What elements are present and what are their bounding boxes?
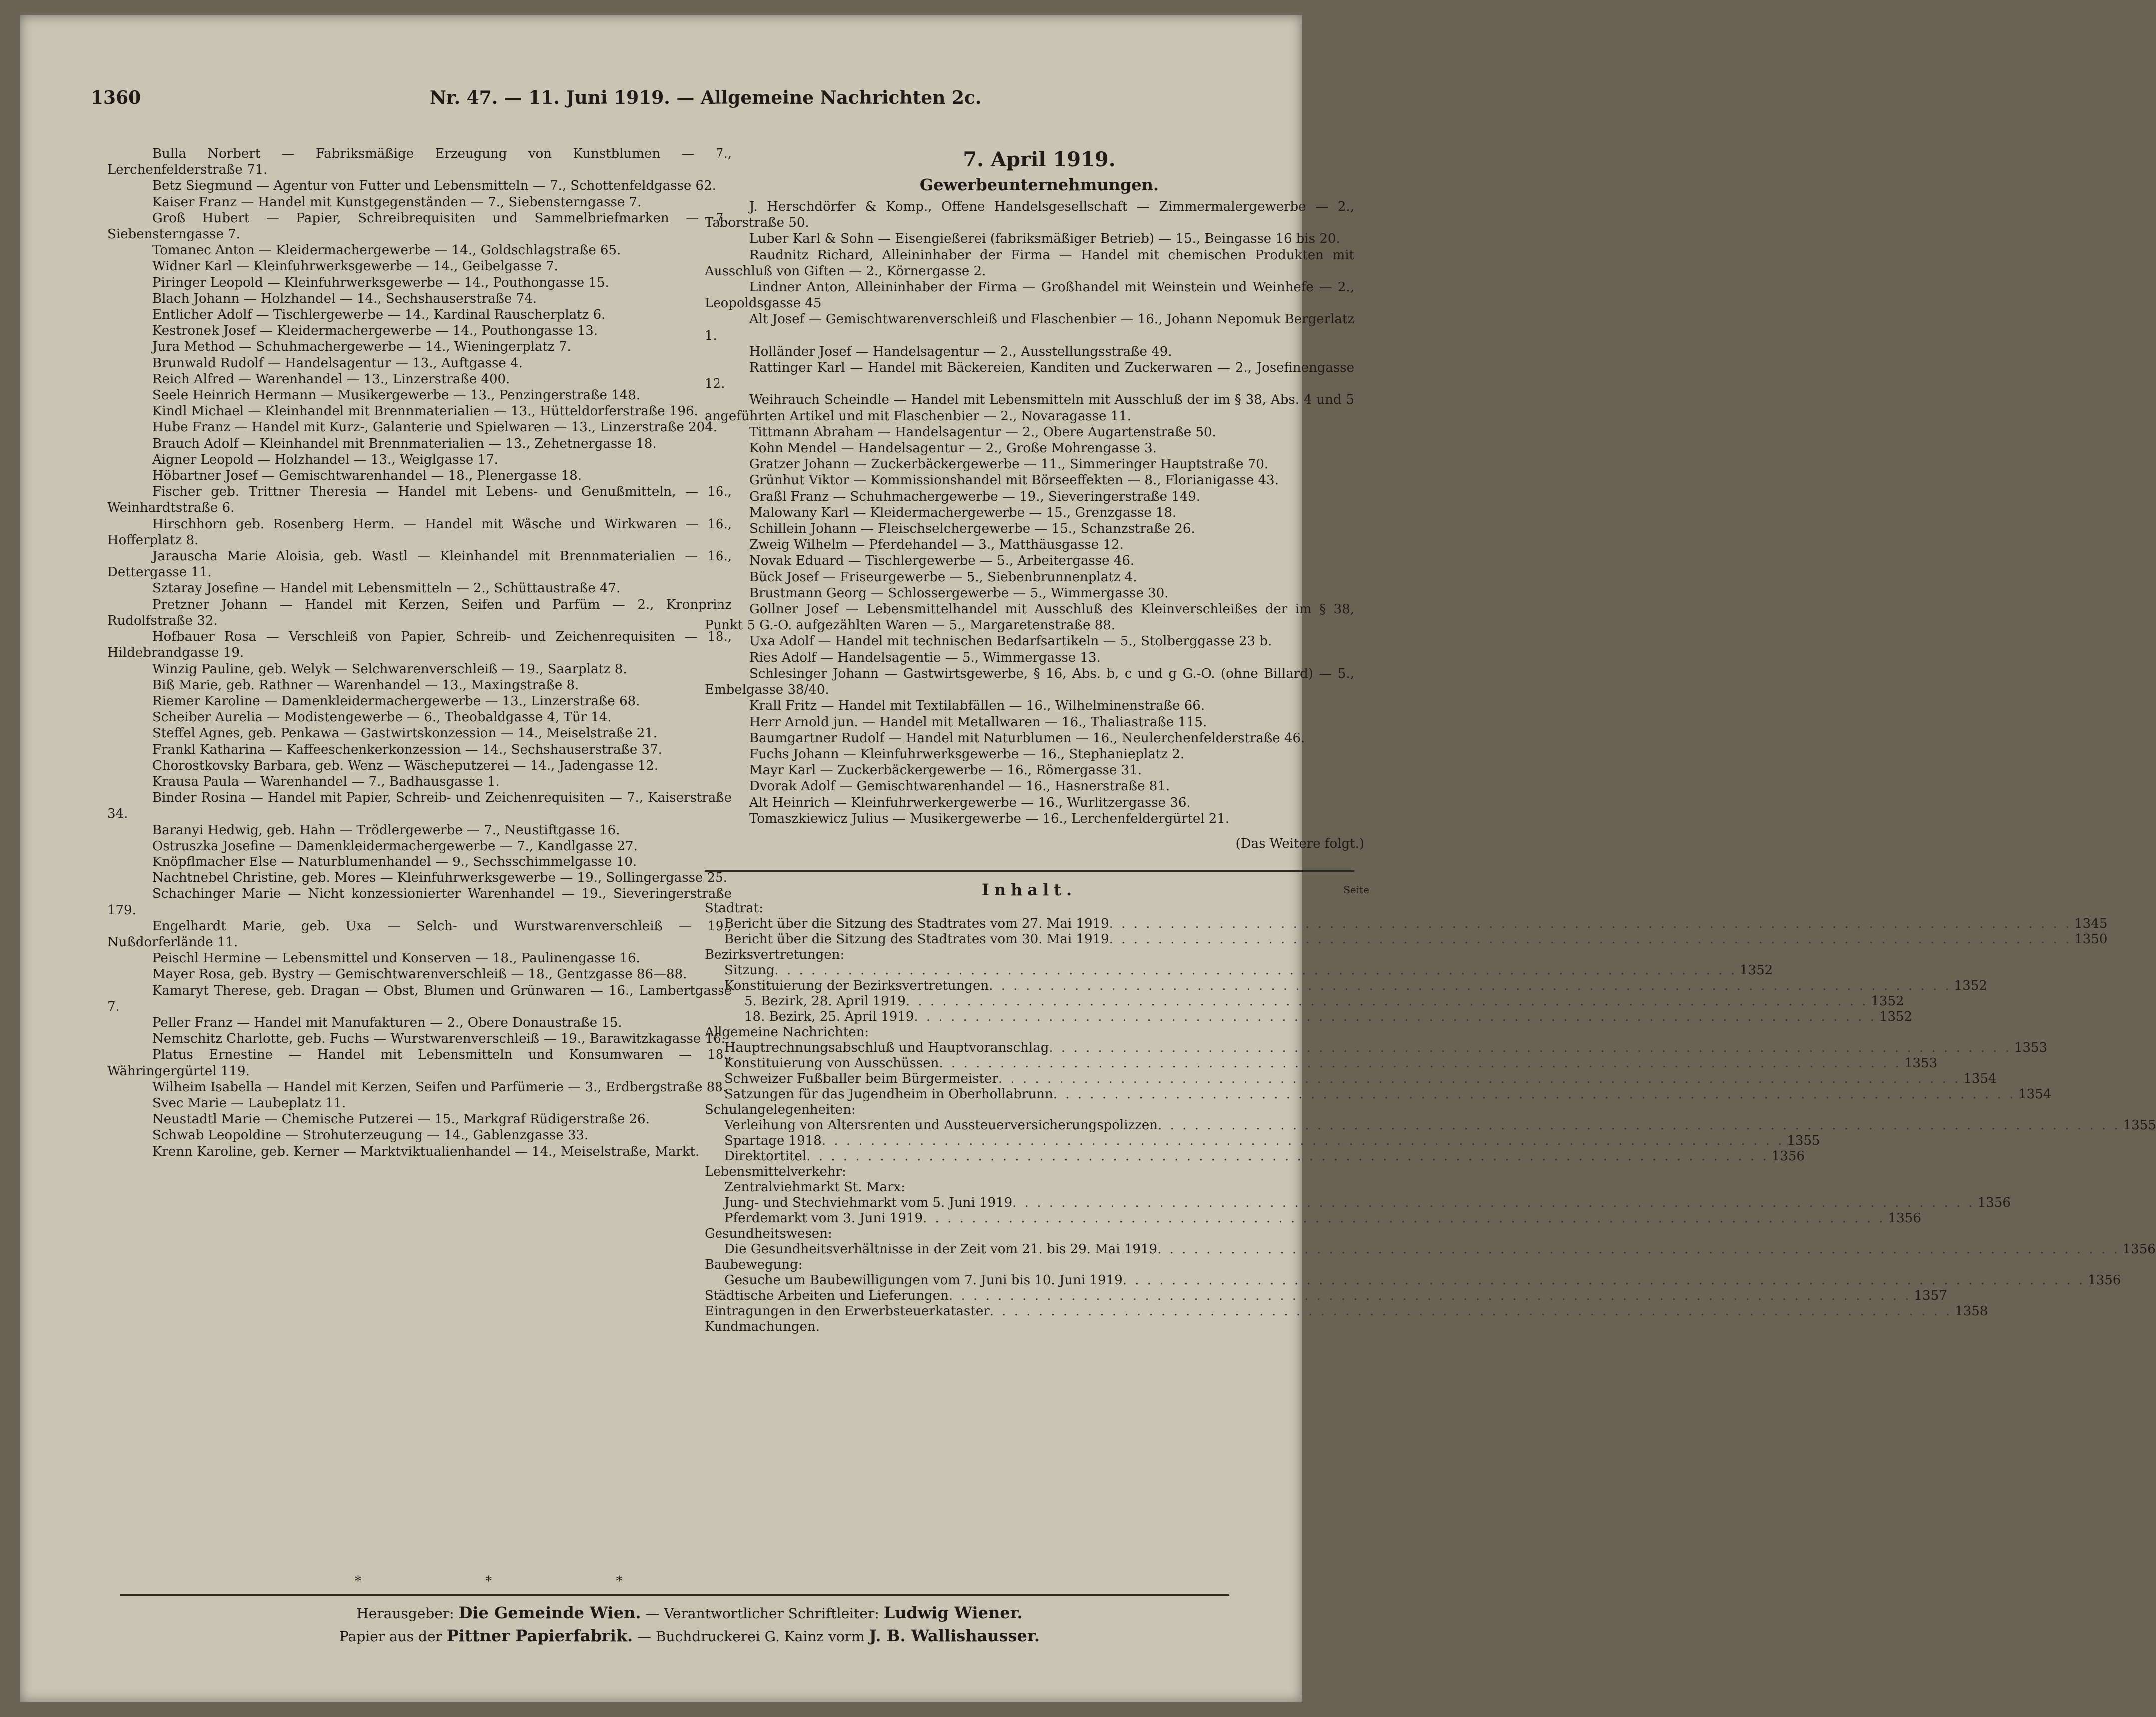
toc-leader-dots xyxy=(774,963,1737,978)
toc-page-number: 1356 xyxy=(1771,1149,1805,1164)
register-entry: Frankl Katharina — Kaffeeschenkerkonzession — 14., Sechshauserstraße 37. xyxy=(152,742,662,757)
register-entry: Baumgartner Rudolf — Handel mit Naturblumen — 16., Neulerchenfelderstraße 46. xyxy=(749,730,1305,746)
toc-page-number: 1356 xyxy=(2088,1273,2121,1288)
imprint-line-1 xyxy=(85,1602,1294,1625)
register-entry: Riemer Karoline — Damenkleidermachergewerbe — 13., Linzerstraße 68. xyxy=(152,693,640,709)
register-entry: Betz Siegmund — Agentur von Futter und Lebensmitteln — 7., Schottenfeldgasse 62. xyxy=(152,178,716,194)
toc-section-heading: Allgemeine Nachrichten: xyxy=(705,1025,869,1040)
register-entry: Krall Fritz — Handel mit Textilabfällen — 16., Wilhelminenstraße 66. xyxy=(749,698,1205,714)
register-entry: Chorostkovsky Barbara, geb. Wenz — Wäscheputzerei — 14., Jadengasse 12. xyxy=(152,758,659,773)
register-entry: Nachtnebel Christine, geb. Mores — Kleinfuhrwerksgewerbe — 19., Sollingergasse 25. xyxy=(152,870,727,886)
toc-entry-label: Jung- und Stechviehmarkt vom 5. Juni 1919 xyxy=(724,1195,1013,1211)
toc-row xyxy=(705,1304,1988,1319)
toc-page-number: 1350 xyxy=(2074,932,2108,947)
toc-leader-dots xyxy=(923,1211,1885,1226)
register-entry: Tittmann Abraham — Handelsagentur — 2., Obere Augartenstraße 50. xyxy=(749,424,1216,440)
toc-entry-label: Die Gesundheitsverhältnisse in der Zeit vom 21. bis 29. Mai 1919 xyxy=(724,1242,1158,1257)
register-entry: Groß Hubert — Papier, Schreibrequisiten und Sammelbriefmarken — 7., Siebensterngasse 7. xyxy=(107,210,732,242)
toc-section-heading: Schulangelegenheiten: xyxy=(705,1102,856,1118)
register-entry: Tomaszkiewicz Julius — Musikergewerbe — 16., Lerchenfeldergürtel 21. xyxy=(749,811,1230,826)
register-entry: Lindner Anton, Alleininhaber der Firma — Großhandel mit Weinstein und Weinhefe — 2., Leopoldsgasse 45 xyxy=(705,280,1354,311)
toc-row xyxy=(705,932,2108,947)
register-entry: Kamaryt Therese, geb. Dragan — Obst, Blumen und Grünwaren — 16., Lambertgasse 7. xyxy=(107,983,732,1014)
toc-leader-dots xyxy=(1012,1195,1975,1211)
toc-page-number: 1352 xyxy=(1871,994,1904,1009)
register-entry: Schwab Leopoldine — Strohuterzeugung — 14., Gablenzgasse 33. xyxy=(152,1128,589,1143)
register-entry: Reich Alfred — Warenhandel — 13., Linzerstraße 400. xyxy=(152,371,510,387)
toc-entry-label: 5. Bezirk, 28. April 1919 xyxy=(744,994,906,1009)
toc-leader-dots xyxy=(822,1133,1784,1149)
register-entry: Uxa Adolf — Handel mit technischen Bedarfsartikeln — 5., Stolberggasse 23 b. xyxy=(749,634,1272,649)
register-entry: Graßl Franz — Schuhmachergewerbe — 19., Sieveringerstraße 149. xyxy=(749,489,1201,504)
toc-entry-label: Direktortitel xyxy=(724,1149,807,1164)
toc-section-heading: Stadtrat: xyxy=(705,901,763,916)
issue-title: Nr. 47. — 11. Juni 1919. — Allgemeine Nachrichten 2c. xyxy=(430,87,982,108)
toc-entry-label: Pferdemarkt vom 3. Juni 1919 xyxy=(724,1211,923,1226)
toc-section-heading: Baubewegung: xyxy=(705,1257,803,1273)
register-entry: Jura Method — Schuhmachergewerbe — 14., Wieningerplatz 7. xyxy=(152,339,571,355)
register-entry: Blach Johann — Holzhandel — 14., Sechshauserstraße 74. xyxy=(152,291,537,306)
toc-page-number: 1354 xyxy=(1963,1071,1997,1087)
register-entry: Schachinger Marie — Nicht konzessionierter Warenhandel — 19., Sieveringerstraße 179. xyxy=(107,886,732,918)
register-entry: Scheiber Aurelia — Modistengewerbe — 6., Theobaldgasse 4, Tür 14. xyxy=(152,710,612,725)
register-entry: Kindl Michael — Kleinhandel mit Brennmaterialien — 13., Hütteldorferstraße 196. xyxy=(152,404,698,419)
register-entry: Dvorak Adolf — Gemischtwarenhandel — 16., Hasnerstraße 81. xyxy=(749,779,1170,794)
running-header xyxy=(85,87,1294,115)
register-entry: Brunwald Rudolf — Handelsagentur — 13., Auftgasse 4. xyxy=(152,355,523,371)
toc-section-heading: Lebensmittelverkehr: xyxy=(705,1164,846,1180)
section-subheading: Gewerbeunternehmungen. xyxy=(919,175,1159,194)
toc-row xyxy=(705,1009,1913,1025)
toc-row xyxy=(705,1288,1947,1304)
toc-row xyxy=(705,1319,1354,1335)
register-entry: Platus Ernestine — Handel mit Lebensmitteln und Konsumwaren — 18., Währingergürtel 119. xyxy=(107,1047,732,1079)
toc-leader-dots xyxy=(998,1071,1961,1087)
toc-page-column-label: Seite xyxy=(1343,884,1369,896)
toc-page-number: 1354 xyxy=(2018,1087,2052,1102)
toc-entry-label: Verleihung von Altersrenten und Aussteuerversicherungspolizzen xyxy=(724,1118,1158,1133)
toc-page-number: 1352 xyxy=(1739,963,1773,978)
toc-row xyxy=(705,1071,1997,1087)
register-entry: Widner Karl — Kleinfuhrwerksgewerbe — 14., Geibelgasse 7. xyxy=(152,259,558,274)
register-entry: Binder Rosina — Handel mit Papier, Schreib- und Zeichenrequisiten — 7., Kaiserstraße 34. xyxy=(107,790,732,822)
register-entry: Gratzer Johann — Zuckerbäckergewerbe — 11., Simmeringer Hauptstraße 70. xyxy=(749,457,1269,472)
register-entry: Kaiser Franz — Handel mit Kunstgegenständen — 7., Siebensterngasse 7. xyxy=(152,194,642,210)
register-entry: Seele Heinrich Hermann — Musikergewerbe — 13., Penzingerstraße 148. xyxy=(152,388,641,403)
register-entry: Kestronek Josef — Kleidermachergewerbe — 14., Pouthongasse 13. xyxy=(152,323,598,339)
register-entry: Neustadtl Marie — Chemische Putzerei — 15., Markgraf Rüdigerstraße 26. xyxy=(152,1112,650,1127)
toc-page-number: 1356 xyxy=(1888,1211,1921,1226)
toc-leader-dots xyxy=(989,978,1951,994)
toc-row xyxy=(705,963,1773,978)
register-entry: Wilheim Isabella — Handel mit Kerzen, Seifen und Parfümerie — 3., Erdbergstraße 88. xyxy=(152,1079,727,1095)
toc-row xyxy=(705,1149,1805,1164)
toc-page-number: 1356 xyxy=(1977,1195,2011,1211)
toc-entry-label: Konstituierung der Bezirksvertretungen xyxy=(724,978,989,994)
toc-row xyxy=(705,1195,2011,1211)
toc-entry-label: Schweizer Fußballer beim Bürgermeister xyxy=(724,1071,998,1087)
editor-label: — Verantwortlicher Schriftleiter: xyxy=(645,1605,879,1622)
toc-leader-dots xyxy=(1109,916,2072,932)
register-entry: Zweig Wilhelm — Pferdehandel — 3., Matthäusgasse 12. xyxy=(749,537,1124,553)
toc-row xyxy=(705,1040,2048,1056)
paper-mill-name: Pittner Papierfabrik. xyxy=(446,1626,633,1645)
toc-leader-dots xyxy=(939,1056,1901,1071)
toc-entry-label: Eintragungen in den Erwerbsteuerkataster xyxy=(705,1304,990,1319)
toc-title xyxy=(705,879,1369,901)
toc-row xyxy=(705,1180,1354,1195)
register-entry: Alt Josef — Gemischtwarenverschleiß und Flaschenbier — 16., Johann Nepomuk Bergerlatz 1. xyxy=(705,312,1354,343)
toc-page-number: 1356 xyxy=(2122,1242,2156,1257)
toc-leader-dots xyxy=(806,1149,1769,1164)
toc-row xyxy=(705,1242,2156,1257)
register-entry: Knöpflmacher Else — Naturblumenhandel — 9., Sechsschimmelgasse 10. xyxy=(152,854,637,869)
register-entry: Kohn Mendel — Handelsagentur — 2., Große Mohrengasse 3. xyxy=(749,441,1157,456)
register-entry: Peischl Hermine — Lebensmittel und Konserven — 18., Paulinengasse 16. xyxy=(152,951,640,966)
register-entry: Bück Josef — Friseurgewerbe — 5., Siebenbrunnenplatz 4. xyxy=(749,569,1137,585)
toc-row xyxy=(705,1087,2052,1102)
register-entry: Peller Franz — Handel mit Manufakturen — 2., Obere Donaustraße 15. xyxy=(152,1015,622,1030)
register-entry: Mayr Karl — Zuckerbäckergewerbe — 16., Römergasse 31. xyxy=(749,763,1142,778)
register-entry: Jarauscha Marie Aloisia, geb. Wastl — Kleinhandel mit Brennmaterialien — 16., Dettergasse 11. xyxy=(107,549,732,580)
register-entry: Nemschitz Charlotte, geb. Fuchs — Wurstwarenverschleiß — 19., Barawitzkagasse 16. xyxy=(152,1031,725,1047)
section-stars: * * * xyxy=(355,1574,683,1589)
register-entry: Krausa Paula — Warenhandel — 7., Badhausgasse 1. xyxy=(152,774,500,789)
toc-entry-label: Spartage 1918 xyxy=(724,1133,822,1149)
toc-row xyxy=(705,916,2108,932)
divider xyxy=(705,870,1354,872)
toc-leader-dots xyxy=(914,1009,1876,1025)
register-entry: Fischer geb. Trittner Theresia — Handel mit Lebens- und Genußmitteln, — 16., Weinhardtstraße 6. xyxy=(107,484,732,516)
toc-page-number: 1353 xyxy=(1904,1056,1938,1071)
toc-leader-dots xyxy=(949,1288,1911,1304)
register-entry: Biß Marie, geb. Rathner — Warenhandel — 13., Maxingstraße 8. xyxy=(152,677,579,693)
toc-row xyxy=(705,1133,1820,1149)
toc-page-number: 1357 xyxy=(1914,1288,1947,1304)
continued-note: (Das Weitere folgt.) xyxy=(1235,836,1364,851)
footer-rule xyxy=(120,1594,1229,1596)
printer-name: J. B. Wallishausser. xyxy=(869,1626,1040,1645)
register-entry: Alt Heinrich — Kleinfuhrwerkergewerbe — 16., Wurlitzergasse 36. xyxy=(749,795,1191,810)
register-entry: Hirschhorn geb. Rosenberg Herm. — Handel mit Wäsche und Wirkwaren — 16., Hofferplatz 8. xyxy=(107,516,732,548)
publisher-label: Herausgeber: xyxy=(356,1605,454,1622)
editor-name: Ludwig Wiener. xyxy=(883,1603,1023,1622)
register-entry: Engelhardt Marie, geb. Uxa — Selch- und Wurstwarenverschleiß — 19., Nußdorferlände 11. xyxy=(107,918,732,950)
register-entry: Weihrauch Scheindle — Handel mit Lebensmitteln mit Ausschluß der im § 38, Abs. 4 und 5 angeführten Artikel und mit Flaschenbier — 2., Novaragasse 11. xyxy=(705,392,1354,424)
toc-entry-label: Konstituierung von Ausschüssen xyxy=(724,1056,939,1071)
register-entry: Ostruszka Josefine — Damenkleidermachergewerbe — 7., Kandlgasse 27. xyxy=(152,838,638,854)
toc-entry-label: Satzungen für das Jugendheim in Oberhollabrunn xyxy=(724,1087,1053,1102)
toc-page-number: 1355 xyxy=(2123,1118,2156,1133)
toc-page-number: 1355 xyxy=(1787,1133,1820,1149)
toc-row xyxy=(705,1211,1921,1226)
toc-section-heading: Bezirksvertretungen: xyxy=(705,947,845,963)
register-entry: Brustmann Georg — Schlossergewerbe — 5., Wimmergasse 30. xyxy=(749,585,1169,601)
register-entry: Bulla Norbert — Fabriksmäßige Erzeugung von Kunstblumen — 7., Lerchenfelderstraße 71. xyxy=(107,146,732,178)
register-entry: Raudnitz Richard, Alleininhaber der Firma — Handel mit chemischen Produkten mit Ausschluß von Giften — 2., Körnergasse 2. xyxy=(705,247,1354,279)
register-entry: Rattinger Karl — Handel mit Bäckereien, Kanditen und Zuckerwaren — 2., Josefinengasse 12. xyxy=(705,360,1354,392)
toc-entry-label: Städtische Arbeiten und Lieferungen xyxy=(705,1288,949,1304)
toc-entry-label: Bericht über die Sitzung des Stadtrates vom 27. Mai 1919 xyxy=(724,916,1109,932)
register-entry: Hofbauer Rosa — Verschleiß von Papier, Schreib- und Zeichenrequisiten — 18., Hildebrandgasse 19. xyxy=(107,629,732,661)
toc-entry-label: Kundmachungen. xyxy=(705,1319,820,1335)
register-entry: Höbartner Josef — Gemischtwarenhandel — 18., Plenergasse 18. xyxy=(152,468,582,484)
printer-label: — Buchdruckerei G. Kainz vorm xyxy=(637,1628,865,1645)
right-column xyxy=(705,146,2156,1335)
table-of-contents xyxy=(705,901,2156,1335)
register-entry: Aigner Leopold — Holzhandel — 13., Weiglgasse 17. xyxy=(152,452,498,467)
toc-leader-dots xyxy=(1109,932,2072,947)
toc-row xyxy=(705,1118,2156,1133)
toc-entry-label: Hauptrechnungsabschluß und Hauptvoranschlag xyxy=(724,1040,1049,1056)
right-entries xyxy=(705,199,1354,827)
newspaper-sheet xyxy=(20,15,2156,1702)
register-entry: Pretzner Johann — Handel mit Kerzen, Seifen und Parfüm — 2., Kronprinz Rudolfstraße 32. xyxy=(107,597,732,628)
toc-row xyxy=(705,1273,2121,1288)
toc-page-number: 1358 xyxy=(1955,1304,1988,1319)
register-entry: Novak Eduard — Tischlergewerbe — 5., Arbeitergasse 46. xyxy=(749,553,1135,569)
toc-row xyxy=(705,1056,1938,1071)
toc-entry-label: Gesuche um Baubewilligungen vom 7. Juni bis 10. Juni 1919 xyxy=(724,1273,1123,1288)
toc-page-number: 1353 xyxy=(2014,1040,2048,1056)
register-entry: Entlicher Adolf — Tischlergewerbe — 14., Kardinal Rauscherplatz 6. xyxy=(152,307,606,323)
publisher-name: Die Gemeinde Wien. xyxy=(458,1603,641,1622)
register-entry: Steffel Agnes, geb. Penkawa — Gastwirtskonzession — 14., Meiselstraße 21. xyxy=(152,726,658,741)
register-entry: Fuchs Johann — Kleinfuhrwerksgewerbe — 16., Stephanieplatz 2. xyxy=(749,746,1185,762)
register-entry: Sztaray Josefine — Handel mit Lebensmitteln — 2., Schüttaustraße 47. xyxy=(152,581,621,596)
toc-entry-label: 18. Bezirk, 25. April 1919 xyxy=(744,1009,914,1025)
toc-row xyxy=(705,994,1904,1009)
register-entry: Ries Adolf — Handelsagentie — 5., Wimmergasse 13. xyxy=(749,650,1101,665)
toc-page-number: 1352 xyxy=(1954,978,1987,994)
toc-leader-dots xyxy=(1123,1273,2085,1288)
register-entry: Baranyi Hedwig, geb. Hahn — Trödlergewerbe — 7., Neustiftgasse 16. xyxy=(152,822,620,838)
register-entry: Grünhut Viktor — Kommissionshandel mit Börseeffekten — 8., Florianigasse 43. xyxy=(749,473,1279,488)
toc-leader-dots xyxy=(1053,1087,2016,1102)
page xyxy=(85,70,2156,1669)
register-entry: Tomanec Anton — Kleidermachergewerbe — 14., Goldschlagstraße 65. xyxy=(152,243,621,258)
register-entry: Hube Franz — Handel mit Kurz-, Galanterie und Spielwaren — 13., Linzerstraße 204. xyxy=(152,420,718,435)
toc-title-text: Inhalt. xyxy=(981,880,1077,900)
register-entry: Luber Karl & Sohn — Eisengießerei (fabriksmäßiger Betrieb) — 15., Beingasse 16 bis 20. xyxy=(749,231,1340,247)
register-entry: Holländer Josef — Handelsagentur — 2., Ausstellungsstraße 49. xyxy=(749,344,1172,359)
date-heading: 7. April 1919. xyxy=(963,148,1116,171)
toc-page-number: 1352 xyxy=(1879,1009,1913,1025)
register-entry: Brauch Adolf — Kleinhandel mit Brennmaterialien — 13., Zehetnergasse 18. xyxy=(152,436,657,451)
toc-leader-dots xyxy=(1157,1242,2120,1257)
toc-leader-dots xyxy=(1049,1040,2011,1056)
toc-entry-label: Bericht über die Sitzung des Stadtrates vom 30. Mai 1919 xyxy=(724,932,1109,947)
paper-label: Papier aus der xyxy=(339,1628,442,1645)
register-entry: Krenn Karoline, geb. Kerner — Marktviktualienhandel — 14., Meiselstraße, Markt. xyxy=(152,1144,700,1159)
register-entry: J. Herschdörfer & Komp., Offene Handelsgesellschaft — Zimmermalergewerbe — 2., Taborstraße 50. xyxy=(705,199,1354,231)
toc-leader-dots xyxy=(1158,1118,2120,1133)
register-entry: Malowany Karl — Kleidermachergewerbe — 15., Grenzgasse 18. xyxy=(749,505,1177,520)
register-entry: Mayer Rosa, geb. Bystry — Gemischtwarenverschleiß — 18., Gentzgasse 86—88. xyxy=(152,967,687,982)
register-entry: Herr Arnold jun. — Handel mit Metallwaren — 16., Thaliastraße 115. xyxy=(749,714,1207,730)
register-entry: Schillein Johann — Fleischselchergewerbe — 15., Schanzstraße 26. xyxy=(749,521,1195,537)
toc-leader-dots xyxy=(990,1304,1952,1319)
register-entry: Svec Marie — Laubeplatz 11. xyxy=(152,1095,346,1111)
toc-leader-dots xyxy=(906,994,1868,1009)
imprint-line-2 xyxy=(85,1625,1294,1648)
toc-entry-label: Zentralviehmarkt St. Marx: xyxy=(724,1180,905,1195)
toc-section-heading: Gesundheitswesen: xyxy=(705,1226,832,1242)
register-entry: Gollner Josef — Lebensmittelhandel mit Ausschluß des Kleinverschleißes der im § 38, Punkt 5 G.-O. aufgezählten Waren — 5., Margaretenstraße 88. xyxy=(705,602,1354,633)
page-number: 1360 xyxy=(91,87,141,108)
register-entry: Piringer Leopold — Kleinfuhrwerksgewerbe — 14., Pouthongasse 15. xyxy=(152,275,609,290)
register-entry: Winzig Pauline, geb. Welyk — Selchwarenverschleiß — 19., Saarplatz 8. xyxy=(152,661,627,677)
left-column xyxy=(107,146,732,1160)
imprint-footer xyxy=(85,1594,1294,1648)
register-entry: Schlesinger Johann — Gastwirtsgewerbe, § 16, Abs. b, c und g G.-O. (ohne Billard) — 5., Embelgasse 38/40. xyxy=(705,666,1354,698)
toc-page-number: 1345 xyxy=(2074,916,2108,932)
toc-entry-label: Sitzung xyxy=(724,963,775,978)
toc-row xyxy=(705,978,1987,994)
